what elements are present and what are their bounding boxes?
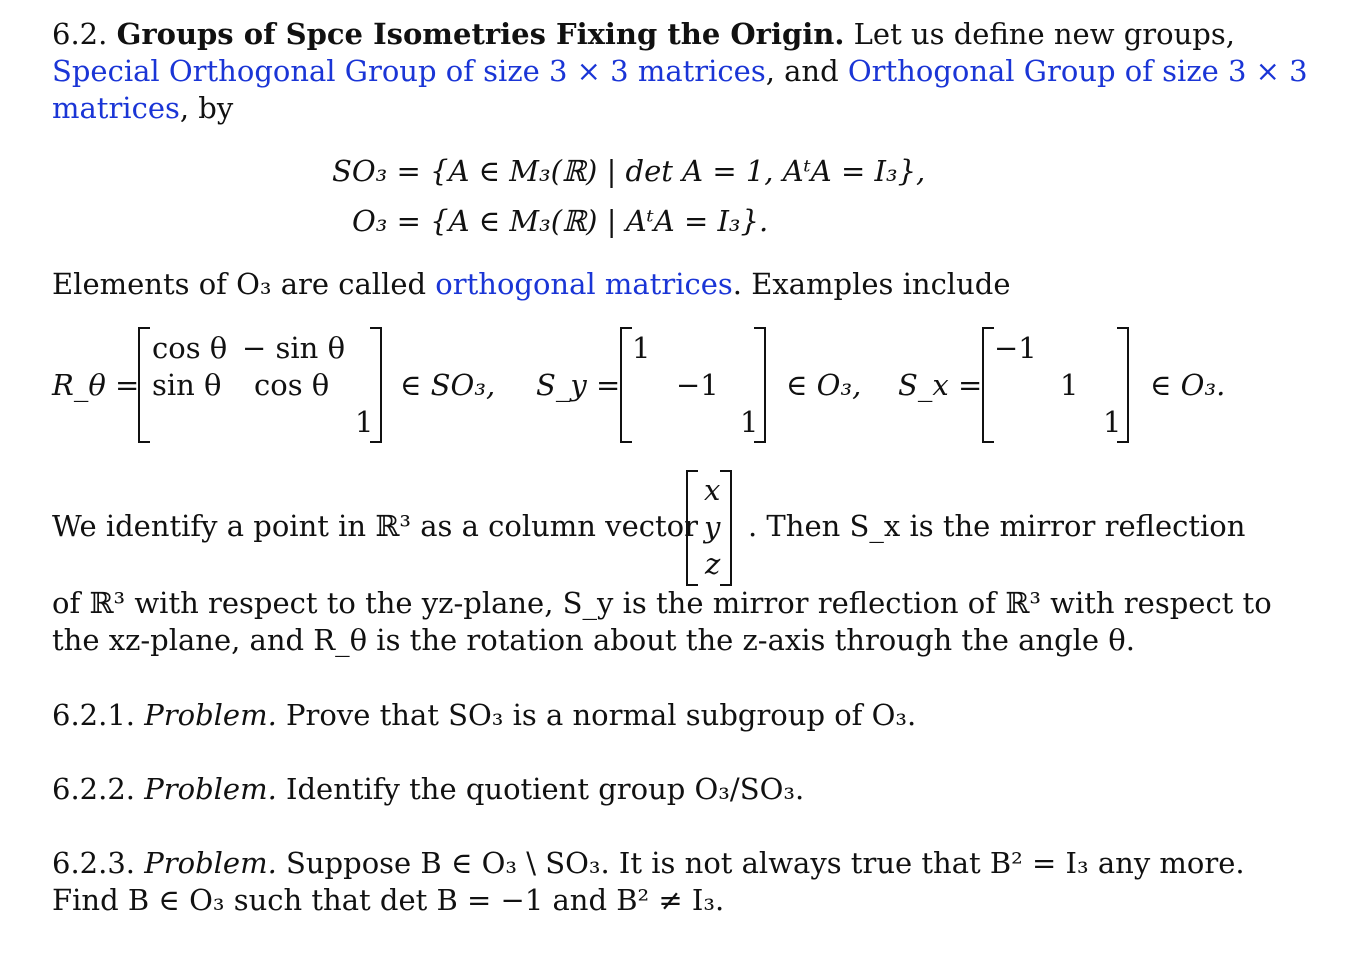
problem-text: Identify the quotient group O₃/SO₃. — [286, 772, 805, 806]
vector-paragraph-line2: of ℝ³ with respect to the yz-plane, S_y is the mirror reflection of ℝ³ with respect to — [52, 586, 1272, 620]
section-title: Groups of Spce Isometries Fixing the Origin. — [116, 17, 845, 51]
section-heading-line2 — [52, 53, 1308, 90]
problem-3 — [52, 845, 1245, 882]
r-cell-22: cos θ — [254, 368, 330, 402]
elements-prefix: Elements of O₃ are called — [52, 267, 427, 301]
sx-cell-22: 1 — [1060, 368, 1079, 402]
vector-paragraph-line1-prefix: We identify a point in ℝ³ as a column vector — [52, 509, 698, 543]
problem-1 — [52, 697, 916, 734]
vec-z: z — [705, 547, 721, 581]
r-cell-12: − sin θ — [242, 331, 346, 365]
problem-number: 6.2.1. — [52, 698, 136, 732]
r-cell-33: 1 — [355, 405, 374, 439]
section-heading-line3 — [52, 90, 233, 127]
and-text: , and — [765, 54, 839, 88]
sx-cell-11: −1 — [994, 331, 1037, 365]
problem-label: Problem. — [144, 846, 277, 880]
problem-number: 6.2.2. — [52, 772, 136, 806]
sx-member: ∈ O₃. — [1150, 368, 1226, 402]
sx-cell-33: 1 — [1103, 405, 1122, 439]
by-text: , by — [179, 91, 234, 125]
vec-y: y — [704, 510, 721, 544]
r-member: ∈ SO₃, — [400, 368, 496, 402]
link-special-orthogonal-group[interactable]: Special Orthogonal Group of size 3 × 3 matrices — [52, 54, 766, 88]
definition-o3: O₃ = {A ∈ M₃(ℝ) | AᵗA = I₃}. — [352, 204, 769, 238]
sy-bracket-left — [620, 327, 632, 443]
link-orthogonal-group[interactable]: Orthogonal Group of size 3 × 3 — [847, 54, 1308, 88]
problem-label: Problem. — [144, 698, 277, 732]
definition-so3: SO₃ = {A ∈ M₃(ℝ) | det A = 1, AᵗA = I₃}, — [332, 154, 926, 188]
vec-bracket-left — [686, 470, 698, 586]
r-bracket-right — [370, 327, 382, 443]
elements-paragraph — [52, 266, 1011, 303]
section-intro: Let us define new groups, — [853, 17, 1235, 51]
sx-bracket-right — [1117, 327, 1129, 443]
problem-number: 6.2.3. — [52, 846, 136, 880]
r-theta-label: R_θ = — [52, 368, 140, 402]
vector-paragraph-line1-suffix: . Then S_x is the mirror reflection — [748, 509, 1246, 543]
sy-label: S_y = — [536, 368, 621, 402]
r-cell-11: cos θ — [152, 331, 228, 365]
sy-bracket-right — [754, 327, 766, 443]
vec-bracket-right — [720, 470, 732, 586]
problem-2 — [52, 771, 804, 808]
sx-bracket-left — [982, 327, 994, 443]
sy-cell-11: 1 — [632, 331, 651, 365]
vec-x: x — [704, 473, 721, 507]
section-heading-line1 — [52, 16, 1235, 53]
link-orthogonal-matrices[interactable]: orthogonal matrices — [435, 267, 733, 301]
problem-3-line2: Find B ∈ O₃ such that det B = −1 and B² ≠ I₃. — [52, 883, 725, 917]
elements-suffix: . Examples include — [732, 267, 1011, 301]
sx-label: S_x = — [898, 368, 983, 402]
r-cell-21: sin θ — [152, 368, 222, 402]
sy-cell-33: 1 — [740, 405, 759, 439]
problem-label: Problem. — [144, 772, 277, 806]
sy-member: ∈ O₃, — [786, 368, 862, 402]
problem-text: Prove that SO₃ is a normal subgroup of O₃. — [286, 698, 917, 732]
section-number: 6.2. — [52, 17, 108, 51]
r-bracket-left — [138, 327, 150, 443]
vector-paragraph-line3: the xz-plane, and R_θ is the rotation about the z-axis through the angle θ. — [52, 623, 1135, 657]
sy-cell-22: −1 — [676, 368, 719, 402]
link-orthogonal-group-cont[interactable]: matrices — [52, 91, 180, 125]
problem-text: Suppose B ∈ O₃ \ SO₃. It is not always true that B² = I₃ any more. — [286, 846, 1245, 880]
